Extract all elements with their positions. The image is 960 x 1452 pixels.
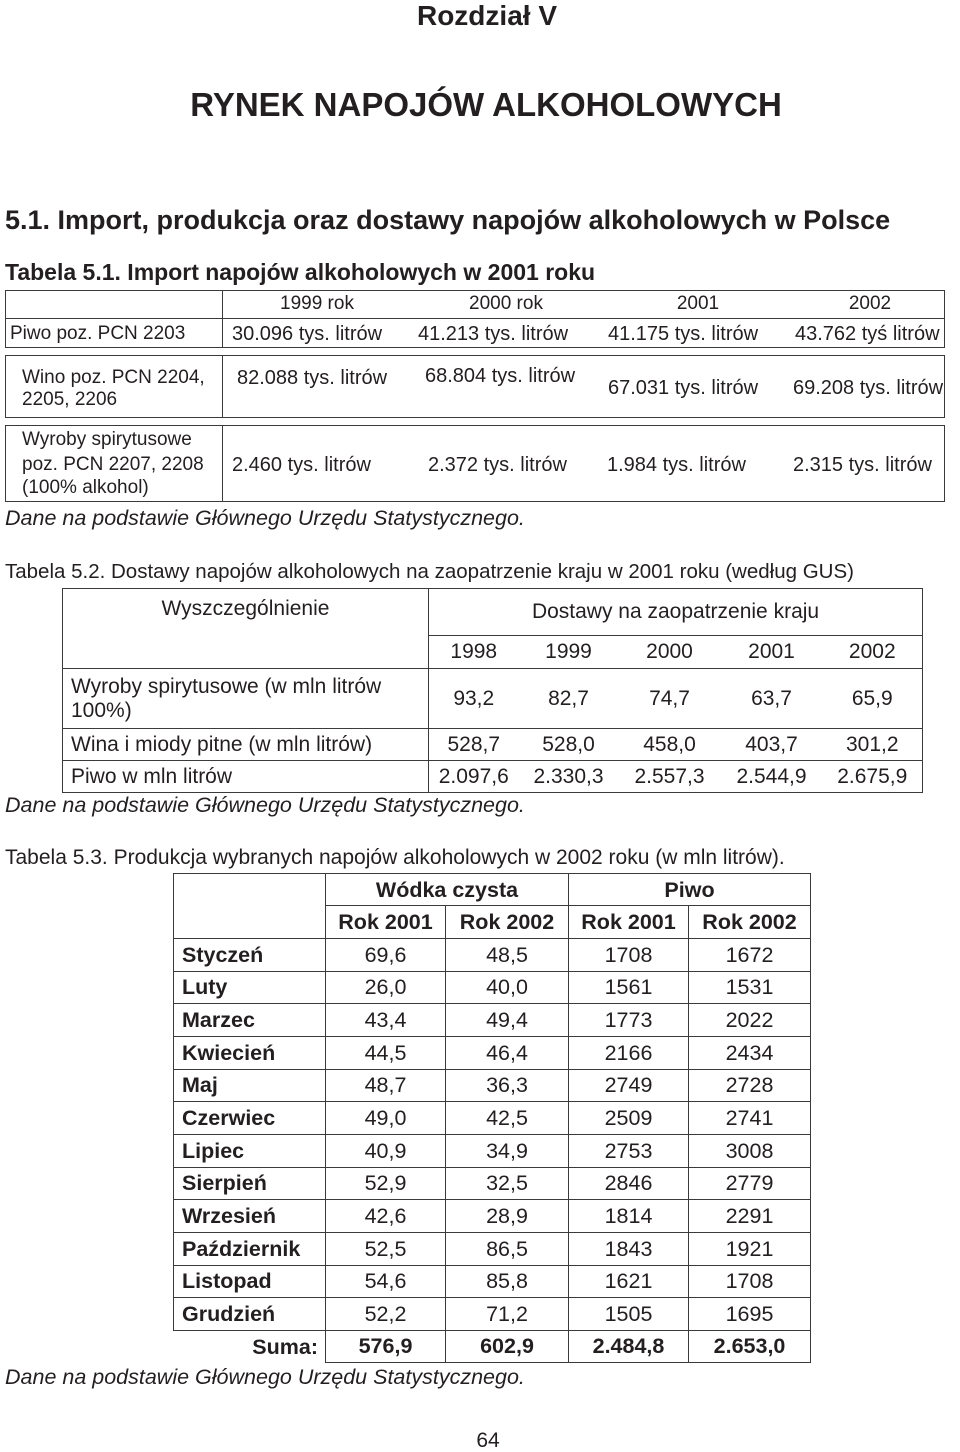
vodka-2002-cell: 32,5 [446, 1167, 569, 1200]
chapter-title: RYNEK NAPOJÓW ALKOHOLOWYCH [190, 86, 782, 123]
table3-row [174, 1102, 811, 1135]
table3-row [174, 1004, 811, 1037]
vodka-2001-cell: 43,4 [326, 1004, 446, 1037]
table3-subheader: Rok 2001 [569, 906, 689, 939]
table2-year-header: 2001 [721, 636, 823, 669]
month-label: Maj [174, 1069, 326, 1102]
table3-row [174, 1200, 811, 1233]
vodka-2001-cell: 42,6 [326, 1200, 446, 1233]
table1-cell: 2.460 tys. litrów [232, 454, 371, 476]
table2 [62, 588, 923, 793]
table2-cell: 458,0 [619, 729, 721, 761]
table2-row-label: Piwo w mln litrów [63, 761, 429, 793]
month-label: Październik [174, 1232, 326, 1265]
table3-group-header-vodka: Wódka czysta [326, 874, 569, 906]
table2-cell: 93,2 [429, 669, 519, 729]
vodka-2002-cell: 86,5 [446, 1232, 569, 1265]
table2-cell: 528,0 [519, 729, 619, 761]
table2-year-header: 1998 [429, 636, 519, 669]
table1-row-label: poz. PCN 2207, 2208 [22, 454, 204, 475]
table1-header-2000: 2000 rok [469, 293, 543, 314]
vodka-2001-cell: 44,5 [326, 1036, 446, 1069]
table3 [173, 873, 811, 1363]
table1-cell: 82.088 tys. litrów [237, 367, 388, 389]
table3-subheader: Rok 2002 [446, 906, 569, 939]
table3-total-row [174, 1330, 811, 1362]
table2-row [63, 669, 923, 729]
chapter-heading: Rozdział V [416, 0, 557, 31]
month-label: Sierpień [174, 1167, 326, 1200]
table2-year-header: 1999 [519, 636, 619, 669]
table1-column-divider [222, 356, 223, 417]
table1-caption: Tabela 5.1. Import napojów alkoholowych w 2001 roku [5, 259, 596, 285]
table2-header-row [63, 589, 923, 636]
vodka-2001-total: 576,9 [326, 1330, 446, 1362]
month-label: Czerwiec [174, 1102, 326, 1135]
table3-corner-cell [174, 874, 326, 939]
vodka-2001-cell: 49,0 [326, 1102, 446, 1135]
vodka-2001-cell: 54,6 [326, 1265, 446, 1298]
table3-caption: Tabela 5.3. Produkcja wybranych napojów alkoholowych w 2002 roku (w mln litrów). [5, 846, 785, 869]
table3-row [174, 1036, 811, 1069]
vodka-2002-cell: 42,5 [446, 1102, 569, 1135]
table1-cell: 41.213 tys. litrów [418, 323, 569, 345]
beer-2002-cell: 2291 [689, 1200, 811, 1233]
month-label: Marzec [174, 1004, 326, 1037]
beer-2002-cell: 2022 [689, 1004, 811, 1037]
beer-2001-cell: 1505 [569, 1298, 689, 1331]
table2-cell: 65,9 [823, 669, 923, 729]
beer-2001-cell: 2166 [569, 1036, 689, 1069]
vodka-2001-cell: 40,9 [326, 1134, 446, 1167]
table3-row [174, 1167, 811, 1200]
table1-row-divider [6, 318, 944, 319]
month-label: Grudzień [174, 1298, 326, 1331]
page-number: 64 [476, 1429, 500, 1452]
month-label: Luty [174, 971, 326, 1004]
table3-row [174, 1298, 811, 1331]
vodka-2001-cell: 69,6 [326, 939, 446, 972]
total-label: Suma: [174, 1330, 326, 1362]
table1-cell: 2.315 tys. litrów [793, 454, 932, 476]
table1-cell: 68.804 tys. litrów [425, 365, 576, 387]
table3-row [174, 939, 811, 972]
table2-year-header: 2000 [619, 636, 721, 669]
vodka-2001-cell: 52,5 [326, 1232, 446, 1265]
vodka-2001-cell: 26,0 [326, 971, 446, 1004]
vodka-2002-cell: 85,8 [446, 1265, 569, 1298]
beer-2001-cell: 2753 [569, 1134, 689, 1167]
beer-2002-cell: 1695 [689, 1298, 811, 1331]
beer-2001-cell: 1843 [569, 1232, 689, 1265]
table2-caption: Tabela 5.2. Dostawy napojów alkoholowych na zaopatrzenie kraju w 2001 roku (według GUS) [5, 560, 854, 583]
vodka-2001-cell: 48,7 [326, 1069, 446, 1102]
vodka-2002-cell: 28,9 [446, 1200, 569, 1233]
table1-cell: 1.984 tys. litrów [607, 454, 746, 476]
beer-2001-cell: 2846 [569, 1167, 689, 1200]
table1-header-1999: 1999 rok [280, 293, 354, 314]
table1-column-divider [222, 426, 223, 501]
table1-header-2001: 2001 [676, 293, 720, 314]
vodka-2002-cell: 46,4 [446, 1036, 569, 1069]
table3-subheader: Rok 2001 [326, 906, 446, 939]
table2-row-label: Wina i miody pitne (w mln litrów) [63, 729, 429, 761]
beer-2001-cell: 1814 [569, 1200, 689, 1233]
beer-2002-cell: 2434 [689, 1036, 811, 1069]
table1-cell: 69.208 tys. litrów [793, 377, 944, 399]
table2-cell: 63,7 [721, 669, 823, 729]
table3-group-header-row [174, 874, 811, 906]
table2-source-note: Dane na podstawie Głównego Urzędu Statystycznego. [5, 793, 525, 817]
beer-2002-cell: 2741 [689, 1102, 811, 1135]
vodka-2002-cell: 49,4 [446, 1004, 569, 1037]
table3-row [174, 1134, 811, 1167]
beer-2001-total: 2.484,8 [569, 1330, 689, 1362]
month-label: Styczeń [174, 939, 326, 972]
table2-year-header: 2002 [823, 636, 923, 669]
table1-row-label: Piwo poz. PCN 2203 [10, 323, 186, 344]
table2-row [63, 729, 923, 761]
table3-row [174, 1069, 811, 1102]
table2-header-label: Wyszczególnienie [63, 589, 429, 669]
beer-2001-cell: 1561 [569, 971, 689, 1004]
table2-cell: 2.097,6 [429, 761, 519, 793]
month-label: Kwiecień [174, 1036, 326, 1069]
beer-2002-total: 2.653,0 [689, 1330, 811, 1362]
table2-cell: 301,2 [823, 729, 923, 761]
vodka-2002-cell: 36,3 [446, 1069, 569, 1102]
table2-cell: 2.544,9 [721, 761, 823, 793]
month-label: Lipiec [174, 1134, 326, 1167]
beer-2001-cell: 1708 [569, 939, 689, 972]
table2-row [63, 761, 923, 793]
beer-2002-cell: 1921 [689, 1232, 811, 1265]
table2-cell: 2.675,9 [823, 761, 923, 793]
vodka-2002-total: 602,9 [446, 1330, 569, 1362]
vodka-2002-cell: 34,9 [446, 1134, 569, 1167]
vodka-2002-cell: 71,2 [446, 1298, 569, 1331]
month-label: Listopad [174, 1265, 326, 1298]
table2-cell: 82,7 [519, 669, 619, 729]
table3-row [174, 1232, 811, 1265]
table2-row-label-cell [63, 669, 429, 729]
table2-header-group: Dostawy na zaopatrzenie kraju [429, 589, 923, 636]
table1-cell: 41.175 tys. litrów [608, 323, 759, 345]
table2-cell: 2.557,3 [619, 761, 721, 793]
table1-cell: 30.096 tys. litrów [232, 323, 383, 345]
table2-cell: 528,7 [429, 729, 519, 761]
vodka-2002-cell: 40,0 [446, 971, 569, 1004]
month-label: Wrzesień [174, 1200, 326, 1233]
table3-row [174, 1265, 811, 1298]
beer-2001-cell: 2749 [569, 1069, 689, 1102]
table1-row-label: 2205, 2206 [22, 389, 118, 410]
table3-source-note: Dane na podstawie Głównego Urzędu Statystycznego. [5, 1365, 525, 1389]
table1-header-2002: 2002 [848, 293, 892, 314]
table1-row-label: Wyroby spirytusowe [22, 429, 192, 450]
beer-2002-cell: 1708 [689, 1265, 811, 1298]
section-heading: 5.1. Import, produkcja oraz dostawy napojów alkoholowych w Polsce [5, 205, 891, 235]
table3-row [174, 971, 811, 1004]
beer-2002-cell: 1531 [689, 971, 811, 1004]
beer-2001-cell: 1621 [569, 1265, 689, 1298]
beer-2002-cell: 3008 [689, 1134, 811, 1167]
table3-group-header-beer: Piwo [569, 874, 811, 906]
beer-2002-cell: 2728 [689, 1069, 811, 1102]
vodka-2001-cell: 52,2 [326, 1298, 446, 1331]
beer-2001-cell: 1773 [569, 1004, 689, 1037]
vodka-2001-cell: 52,9 [326, 1167, 446, 1200]
table3-subheader: Rok 2002 [689, 906, 811, 939]
table1-row-label: (100% alkohol) [22, 477, 149, 498]
vodka-2002-cell: 48,5 [446, 939, 569, 972]
beer-2001-cell: 2509 [569, 1102, 689, 1135]
table1-cell: 67.031 tys. litrów [608, 377, 759, 399]
table1-source-note: Dane na podstawie Głównego Urzędu Statystycznego. [5, 506, 525, 530]
table2-cell: 403,7 [721, 729, 823, 761]
table1-cell: 2.372 tys. litrów [428, 454, 567, 476]
table2-row-label: Wyroby spirytusowe (w mln litrów 100%) [71, 674, 382, 722]
beer-2002-cell: 1672 [689, 939, 811, 972]
beer-2002-cell: 2779 [689, 1167, 811, 1200]
table2-cell: 74,7 [619, 669, 721, 729]
table2-cell: 2.330,3 [519, 761, 619, 793]
table1-row-label: Wino poz. PCN 2204, [22, 367, 205, 388]
table1-cell: 43.762 tyś litrów [795, 323, 940, 345]
